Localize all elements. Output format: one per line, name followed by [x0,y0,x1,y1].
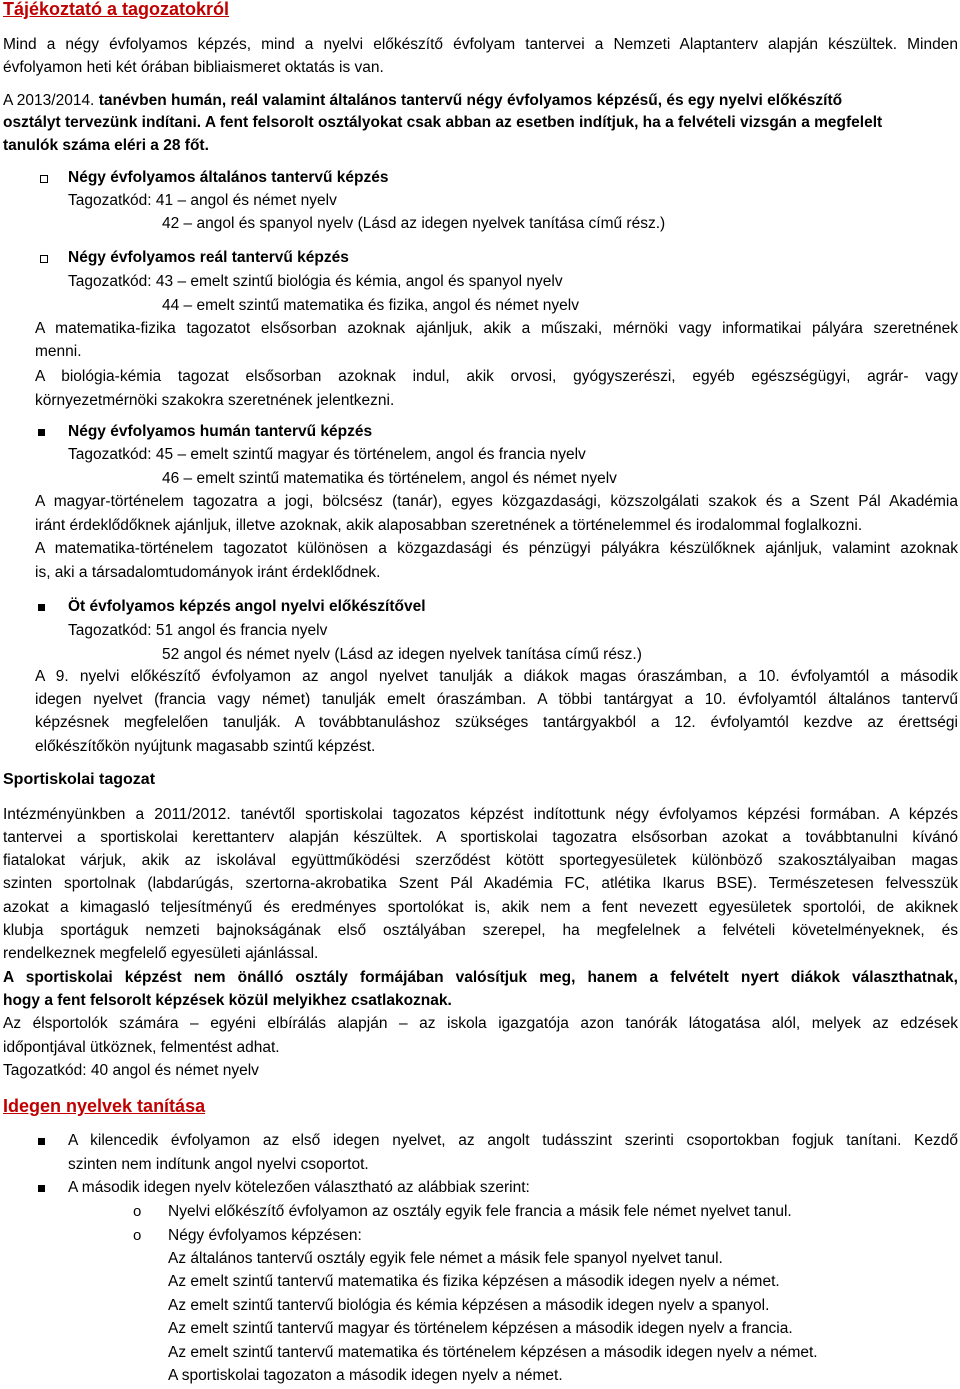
lang-sub-2: Négy évfolyamos képzésen: [168,1227,362,1244]
sport-line-8: Az élsportolók számára – egyéni elbírálás alapján – az iskola igazgatója azon tanórák látogatása alól, melyek az edzések [3,1015,958,1032]
sport-line-3: fiatalokat várjuk, akik az iskolával együttműködési szerződést kötött sportegyesületek különböző szakosztályaiban magas [3,852,958,869]
intro-start: osztályt tervezünk indítani. [3,114,202,131]
lang-track-6: A sportiskolai tagozaton a második idegen nyelv a német. [168,1367,563,1384]
real-paragraph-1b: menni. [35,343,82,360]
lang-item-2: A második idegen nyelv kötelezően választható az alábbiak szerint: [68,1179,530,1196]
prep-paragraph-4: előkészítőkön nyújtunk magasabb szintű képzést. [35,738,376,755]
real-paragraph-2b: környezetmérnöki szakokra szeretnének jelentkezni. [35,392,395,409]
human-paragraph-2a: A matematika-történelem tagozatot különösen a közgazdasági és pénzügyi pályákra készülőknek ajánljuk, valamint azoknak [35,540,958,557]
sport-code-40: Tagozatkód: 40 angol és német nyelv [3,1062,259,1079]
bullet-icon [40,255,48,263]
intro-line-1: Mind a négy évfolyamos képzés, mind a nyelvi előkészítő évfolyam tantervei a Nemzeti Alaptanterv alapján készültek. Minden [3,36,958,53]
prep-paragraph-3: képzésnek megfelelően tanulják. A továbbtanuláshoz szükséges tantárgyakból a 12. évfolyamtól kezdve az érettségi [35,714,958,731]
lang-item-1a: A kilencedik évfolyamon az első idegen nyelvet, az angolt tudásszint szerinti csoportokban fogjuk tanítani. Kezdő [68,1132,958,1149]
prep-paragraph-1: A 9. nyelvi előkészítő évfolyamon az angol nyelvet tanulják a diákok magas óraszámban, a 10. évfolyamtól a második [35,668,958,685]
bullet-icon [38,429,45,436]
sport-line-7: rendelkeznek megfelelő egyesületi ajánlással. [3,945,319,962]
lang-track-2: Az emelt szintű tantervű matematika és fizika képzésen a második idegen nyelv a német. [168,1273,780,1290]
prep-title: Öt évfolyamos képzés angol nyelvi előkészítővel [68,598,426,615]
lang-track-3: Az emelt szintű tantervű biológia és kémia képzésen a második idegen nyelv a spanyol. [168,1297,770,1314]
human-title: Négy évfolyamos humán tantervű képzés [68,423,373,440]
intro-year: A 2013/2014. [3,92,95,109]
lang-track-1: Az általános tantervű osztály egyik fele német a másik fele spanyol nyelvet tanul. [168,1250,723,1267]
sport-line-1: Intézményünkben a 2011/2012. tanévtől sportiskolai tagozatos képzést indítottunk négy évfolyamos képzési formában. A képzés [3,806,958,823]
human-paragraph-2b: is, aki a társadalomtudományok iránt érdeklődnek. [35,564,381,581]
circle-bullet-icon: o [133,1227,142,1244]
human-code-45: Tagozatkód: 45 – emelt szintű magyar és történelem, angol és francia nyelv [68,446,586,463]
sport-bold-2: hogy a fent felsorolt képzések közül melyikhez csatlakoznak. [3,992,452,1009]
prep-paragraph-2: idegen nyelvet (francia vagy német) tanulják emelt óraszámban. A többi tantárgyat a 10. évfolyamtól általános tantervű [35,691,958,708]
intro-line-3 [3,90,842,112]
sport-line-9: időpontjával ütköznek, felmentést adhat. [3,1039,280,1056]
sport-bold-1: A sportiskolai képzést nem önálló osztály formájában valósítjuk meg, hanem a felvételt nyert diákok választhatnak, [3,969,958,986]
real-title: Négy évfolyamos reál tantervű képzés [68,249,349,266]
sport-line-2: tantervei a sportiskolai kerettanterv alapján készültek. A sportiskolai tagozatra elsősorban azokat a továbbtanulni kívánó [3,829,958,846]
real-code-44: 44 – emelt szintű matematika és fizika, angol és német nyelv [162,297,579,314]
lang-track-5: Az emelt szintű tantervű matematika és történelem képzésen a második idegen nyelv a német. [168,1344,818,1361]
real-code-43: Tagozatkód: 43 – emelt szintű biológia és kémia, angol és spanyol nyelv [68,273,563,290]
intro-line-5: tanulók száma eléri a 28 főt. [3,137,209,154]
bullet-icon [40,175,48,183]
bullet-icon [38,1185,45,1192]
intro-plan: tanévben humán, reál valamint általános tantervű négy évfolyamos képzésű, és egy nyelvi előkészítő [98,92,843,109]
intro-line-4 [3,112,882,134]
sport-line-5: azokat a kimagasló teljesítményű és eredményes sportolókat is, akik nem a fent nevezett egyesületek sportolói, de akiknek [3,899,958,916]
sport-line-6: klubja sportáguk nemzeti bajnokságának első osztályában szerepel, ha megfelelnek a felvételi követelményeknek, és [3,922,958,939]
section-heading-sport: Sportiskolai tagozat [3,771,156,788]
section-heading-tagozat: Tájékoztató a tagozatokról [3,0,230,19]
prep-code-51: Tagozatkód: 51 angol és francia nyelv [68,622,328,639]
sport-line-4: szinten sportolnak (labdarúgás, szertorna-akrobatika Szent Pál Akadémia FC, atlétika Ikarus BSE). Természetesen felvesszük [3,875,958,892]
lang-track-4: Az emelt szintű tantervű magyar és történelem képzésen a második idegen nyelv a francia. [168,1320,793,1337]
general-code-41: Tagozatkód: 41 – angol és német nyelv [68,192,337,209]
intro-line-2: évfolyamon heti két órában bibliaismeret oktatás is van. [3,59,384,76]
bullet-icon [38,1138,45,1145]
real-paragraph-2a: A biológia-kémia tagozat elsősorban azoknak indul, akik orvosi, gyógyszerészi, egyéb egészségügyi, agrár- vagy [35,368,958,385]
section-heading-idegen: Idegen nyelvek tanítása [3,1096,206,1116]
prep-code-52: 52 angol és német nyelv (Lásd az idegen nyelvek tanítása című rész.) [162,646,642,663]
bullet-icon [38,604,45,611]
human-code-46: 46 – emelt szintű matematika és történelem, angol és német nyelv [162,470,617,487]
lang-sub-1: Nyelvi előkészítő évfolyamon az osztály egyik fele francia a másik fele német nyelvet tanul. [168,1203,792,1220]
real-paragraph-1a: A matematika-fizika tagozatot elsősorban azoknak ajánljuk, akik a műszaki, mérnöki vagy informatikai pályára szeretnének [35,320,958,337]
general-title: Négy évfolyamos általános tantervű képzés [68,169,389,186]
lang-item-1b: szinten nem indítunk angol nyelvi csoportot. [68,1156,369,1173]
human-paragraph-1b: iránt érdeklődőknek ajánljuk, illetve azoknak, akik alaposabban szeretnének a történelemmel és irodalommal foglalkozni. [35,517,863,534]
general-code-42: 42 – angol és spanyol nyelv (Lásd az idegen nyelvek tanítása című rész.) [162,215,666,232]
circle-bullet-icon: o [133,1203,142,1220]
intro-condition: A fent felsorolt osztályokat csak abban az esetben indítjuk, ha a felvételi vizsgán a megfelelt [204,114,883,131]
human-paragraph-1a: A magyar-történelem tagozatra a jogi, bölcsész (tanár), egyes közgazdasági, közszolgálati szakok és a Szent Pál Akadémia [35,493,958,510]
